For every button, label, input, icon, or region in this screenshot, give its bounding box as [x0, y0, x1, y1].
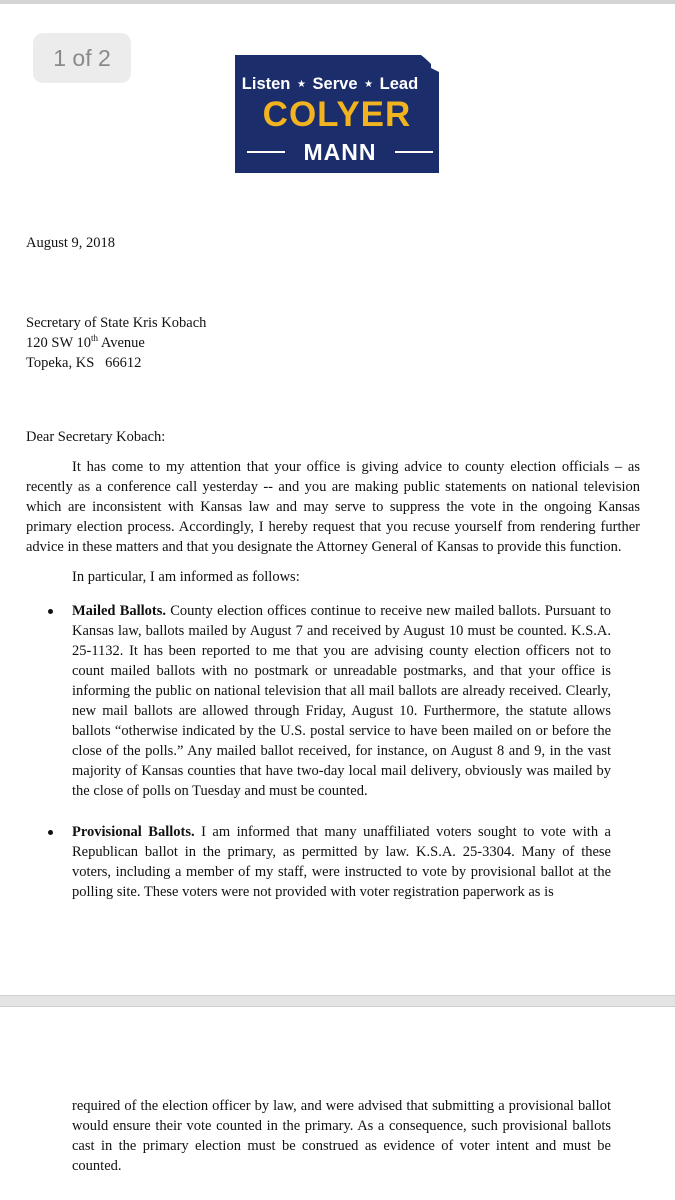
logo-rule-left	[247, 151, 285, 153]
intro-paragraph: It has come to my attention that your office is giving advice to county election officials – as recently as a conference call yesterday -- and you are making public statements on national television which are inconsistent with Kansas law and may serve to suppress the vote in the ongoing Kansas primary election process. Accordingly, I hereby request that you recuse yourself from rendering further advice in these matters and that you designate the Attorney General of Kansas to provide this function.	[26, 459, 640, 555]
star-icon: ★	[364, 79, 374, 90]
page2-continuation: required of the election officer by law, and were advised that submitting a provisional ballot would ensure their vote counted in the primary. As a consequence, such provisional ballots cast in the primary election must be construed as evidence of voter intent and must be counted.	[72, 1098, 611, 1174]
recipient-street-name: Avenue	[98, 335, 145, 351]
logo-name-last-row	[247, 139, 433, 165]
star-icon: ★	[296, 79, 306, 90]
logo-slogan-word-lead: Lead	[379, 75, 419, 93]
bullet-mailed-ballots	[72, 601, 611, 801]
bullet-dot	[48, 830, 53, 835]
logo-name-last: MANN	[303, 138, 377, 165]
letter-date: August 9, 2018	[26, 235, 116, 251]
recipient-city: Topeka, KS 66612	[26, 355, 142, 371]
bullet-heading: Provisional Ballots.	[72, 824, 195, 840]
bullet-provisional-ballots	[72, 822, 611, 902]
page-top-edge	[0, 0, 675, 4]
logo-rule-right	[395, 151, 433, 153]
page-indicator: 1 of 2	[33, 33, 131, 83]
salutation: Dear Secretary Kobach:	[26, 429, 166, 445]
logo-name-first: COLYER	[262, 95, 412, 134]
recipient-street-number: 120 SW 10	[26, 335, 91, 351]
bullet-dot	[48, 609, 53, 614]
recipient-street	[26, 333, 145, 353]
lead-in: In particular, I am informed as follows:	[72, 569, 300, 585]
page-separator	[0, 995, 675, 1007]
logo-slogan-word-serve: Serve	[312, 75, 358, 93]
recipient-name: Secretary of State Kris Kobach	[26, 315, 207, 331]
bullet-body: I am informed that many unaffiliated voters sought to vote with a Republican ballot in the primary, as permitted by law. K.S.A. 25-3304. Many of these voters, including a member of my staff, were instructed to vote by provisional ballot at the polling site. These voters were not provided with voter registration paperwork as is	[72, 824, 611, 900]
bullet-heading: Mailed Ballots.	[72, 603, 167, 619]
bullet-body: County election offices continue to receive new mailed ballots. Pursuant to Kansas law, ballots mailed by August 7 and received by August 10 must be counted. K.S.A. 25-1132. It has been reported to me that you are advising county election officers not to count mailed ballots with no postmark or unreadable postmarks, and that your office is informing the public on national television that all mail ballots are already received. Clearly, new mail ballots are allowed through Friday, August 10. Furthermore, the statute allows ballots “otherwise indicated by the U.S. postal service to have been mailed on or before the close of the polls.” Any mailed ballot received, for instance, on August 8 and 9, in the vast majority of Kansas counties that have two-day local mail delivery, obviously was mailed by the close of polls on Tuesday and must be counted.	[72, 603, 611, 799]
logo-slogan-word-listen: Listen	[241, 75, 291, 93]
campaign-logo	[235, 55, 447, 173]
recipient-street-ordinal: th	[91, 333, 99, 344]
logo-slogan	[235, 75, 425, 94]
